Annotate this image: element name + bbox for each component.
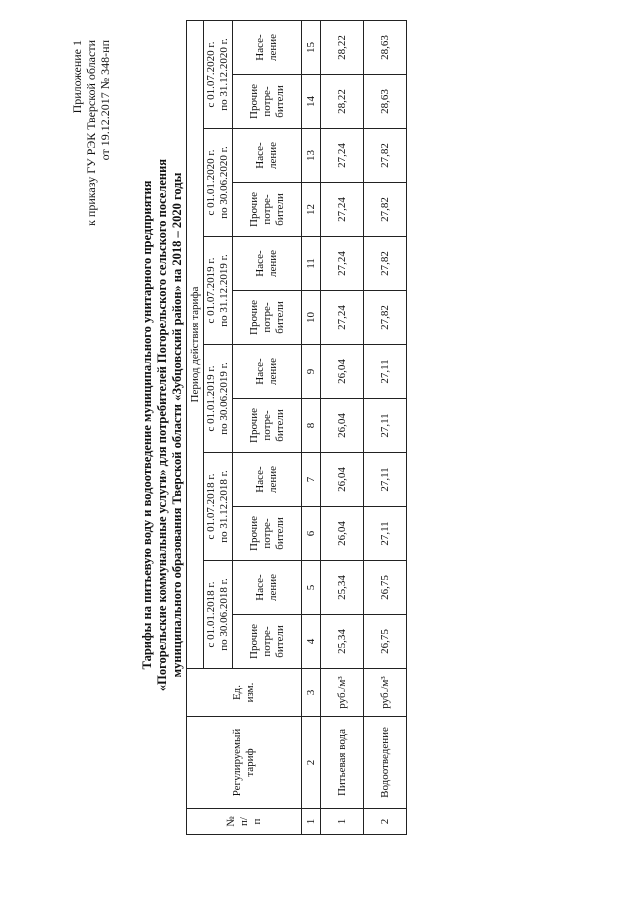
subheader-other-consumers: Прочие потре- бители — [233, 399, 302, 453]
period-header: с 01.01.2019 г. по 30.06.2019 г. — [204, 345, 233, 453]
header-unit: Ед. изм. — [187, 669, 302, 717]
column-number: 12 — [302, 183, 321, 237]
tariff-value-cell: 27,11 — [364, 399, 407, 453]
tariff-value-cell: 27,82 — [364, 237, 407, 291]
column-number: 6 — [302, 507, 321, 561]
column-number: 13 — [302, 129, 321, 183]
column-number: 8 — [302, 399, 321, 453]
table-row — [364, 21, 407, 835]
tariff-value-cell: 27,24 — [321, 237, 364, 291]
tariff-value-cell: 26,75 — [364, 561, 407, 615]
column-number: 14 — [302, 75, 321, 129]
appendix-line-1: Приложение 1 — [70, 40, 84, 114]
subheader-other-consumers: Прочие потре- бители — [233, 183, 302, 237]
tariff-value-cell: 26,75 — [364, 615, 407, 669]
tariff-table — [186, 20, 407, 835]
tariff-value-cell: 25,34 — [321, 615, 364, 669]
row-tariff-name: Питьевая вода — [321, 717, 364, 809]
tariff-value-cell: 27,24 — [321, 183, 364, 237]
subheader-other-consumers: Прочие потре- бители — [233, 507, 302, 561]
subheader-population: Насе- ление — [233, 21, 302, 75]
row-tariff-name: Водоотведение — [364, 717, 407, 809]
tariff-value-cell: 28,63 — [364, 75, 407, 129]
subheader-other-consumers: Прочие потре- бители — [233, 75, 302, 129]
header-tariff-period: Период действия тарифа — [187, 21, 204, 669]
subheader-population: Насе- ление — [233, 237, 302, 291]
subheader-other-consumers: Прочие потре- бители — [233, 291, 302, 345]
period-header: с 01.07.2019 г. по 31.12.2019 г. — [204, 237, 233, 345]
tariff-value-cell: 28,22 — [321, 21, 364, 75]
subheader-population: Насе- ление — [233, 129, 302, 183]
column-number: 15 — [302, 21, 321, 75]
tariff-value-cell: 26,04 — [321, 345, 364, 399]
row-number: 2 — [364, 809, 407, 835]
row-unit: руб./м³ — [364, 669, 407, 717]
tariff-value-cell: 27,11 — [364, 453, 407, 507]
tariff-value-cell: 27,82 — [364, 291, 407, 345]
tariff-value-cell: 27,82 — [364, 129, 407, 183]
subheader-population: Насе- ление — [233, 453, 302, 507]
period-header: с 01.01.2018 г. по 30.06.2018 г. — [204, 561, 233, 669]
subheader-population: Насе- ление — [233, 561, 302, 615]
tariff-value-cell: 26,04 — [321, 507, 364, 561]
tariff-value-cell: 27,11 — [364, 507, 407, 561]
column-number: 4 — [302, 615, 321, 669]
tariff-value-cell: 27,82 — [364, 183, 407, 237]
tariff-value-cell: 25,34 — [321, 561, 364, 615]
tariff-value-cell: 28,22 — [321, 75, 364, 129]
column-number: 7 — [302, 453, 321, 507]
appendix-line-2: к приказу ГУ РЭК Тверской области — [84, 40, 98, 226]
tariff-value-cell: 27,24 — [321, 291, 364, 345]
tariff-value-cell: 28,63 — [364, 21, 407, 75]
header-row-number: № п/ п — [187, 809, 302, 835]
column-number: 1 — [302, 809, 321, 835]
appendix-line-3: от 19.12.2017 № 348-нп — [98, 40, 112, 161]
tariff-value-cell: 26,04 — [321, 399, 364, 453]
title-line-3: муниципального образования Тверской области «Зубцовский район» на 2018 – 2020 годы — [170, 172, 184, 678]
header-regulated-tariff: Регулируемый тариф — [187, 717, 302, 809]
tariff-value-cell: 26,04 — [321, 453, 364, 507]
tariff-value-cell: 27,24 — [321, 129, 364, 183]
column-number: 11 — [302, 237, 321, 291]
column-number: 9 — [302, 345, 321, 399]
subheader-population: Насе- ление — [233, 345, 302, 399]
title-line-1: Тарифы на питьевую воду и водоотведение муниципального унитарного предприятия — [140, 180, 154, 670]
subheader-other-consumers: Прочие потре- бители — [233, 615, 302, 669]
period-header: с 01.01.2020 г. по 30.06.2020 г. — [204, 129, 233, 237]
row-unit: руб./м³ — [321, 669, 364, 717]
row-number: 1 — [321, 809, 364, 835]
period-header: с 01.07.2018 г. по 31.12.2018 г. — [204, 453, 233, 561]
document-title — [140, 75, 185, 775]
column-number: 3 — [302, 669, 321, 717]
column-number: 10 — [302, 291, 321, 345]
period-header: с 01.07.2020 г. по 31.12.2020 г. — [204, 21, 233, 129]
table-row — [321, 21, 364, 835]
column-number: 2 — [302, 717, 321, 809]
tariff-value-cell: 27,11 — [364, 345, 407, 399]
appendix-reference — [70, 40, 112, 226]
column-number: 5 — [302, 561, 321, 615]
title-line-2: «Погорельские коммунальные услуги» для потребителей Погорельского сельского поселения — [155, 158, 169, 692]
